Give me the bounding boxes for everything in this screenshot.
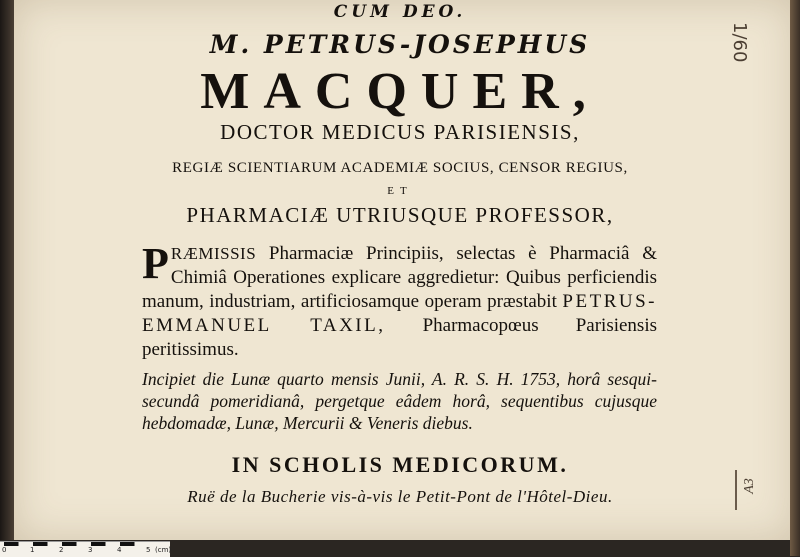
ruler-labels — [0, 546, 170, 557]
paragraph-text-1: Pharmaciæ Principiis, selectas è Pharmaciâ & Chimiâ Operationes explicare aggredietur: Quibus perficiendis manum, industriam, artificiosamque operam præstabit — [142, 243, 657, 312]
schedule-paragraph: Incipiet die Lunæ quarto mensis Junii, A. R. S. H. 1753, horâ sesqui-secundâ pomeridianâ, pergetque eâdem horâ, sequentibus cujusque hebdomadæ, Lunæ, Mercurii & Veneris diebus. — [142, 369, 657, 433]
lead-caps: RÆMISSIS — [170, 244, 257, 263]
signature-rule — [735, 470, 737, 510]
main-paragraph — [142, 239, 657, 362]
ruler-label: 3 — [88, 546, 93, 554]
folio-mark: 1/60 — [729, 22, 750, 63]
scale-ruler — [0, 541, 170, 557]
address: Ruë de la Bucherie vis-à-vis le Petit-Pont de l'Hôtel-Dieu. — [187, 487, 613, 506]
demonstrator-name: PETRUS-EMMANUEL TAXIL, — [142, 291, 657, 336]
author-professorship: PHARMACIÆ UTRIUSQUE PROFESSOR, — [186, 203, 614, 227]
author-membership: REGIÆ SCIENTIARUM ACADEMIÆ SOCIUS, CENSOR REGIUS, — [172, 160, 628, 176]
venue: IN SCHOLIS MEDICORUM. — [231, 452, 569, 477]
ruler-label: 0 — [2, 546, 7, 554]
conjunction: ET — [387, 185, 413, 197]
paragraph-text-2: Pharmacopœus Parisiensis peritissimus. — [142, 315, 657, 360]
header-invocation: CUM DEO. — [333, 2, 467, 22]
author-first-name: M. PETRUS-JOSEPHUS — [209, 30, 591, 59]
ruler-unit: (cm) — [155, 546, 172, 554]
signature-mark: A3 — [741, 478, 757, 494]
drop-cap: P — [142, 239, 169, 288]
author-degree: DOCTOR MEDICUS PARISIENSIS, — [220, 120, 580, 144]
ruler-label: 4 — [117, 546, 122, 554]
author-last-name: MACQUER, — [200, 63, 600, 120]
ruler-label: 5 — [146, 546, 151, 554]
ruler-label: 1 — [30, 546, 35, 554]
ruler-label: 2 — [59, 546, 64, 554]
